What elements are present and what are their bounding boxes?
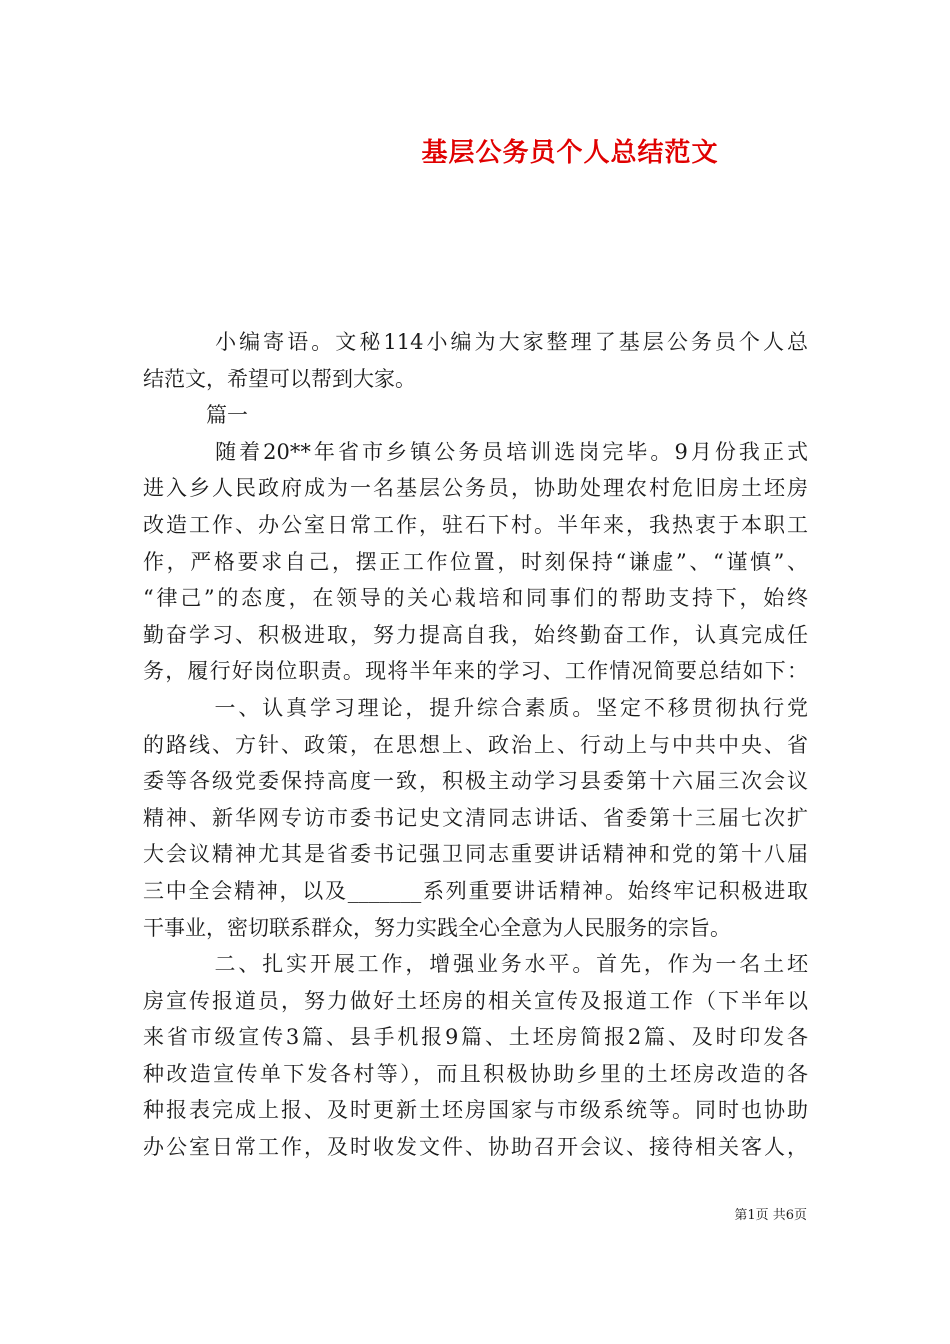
text-line: “律己”的态度，在领导的关心栽培和同事们的帮助支持下，始终	[143, 586, 808, 611]
text-line: 进入乡人民政府成为一名基层公务员，协助处理农村危旧房土坯房	[143, 476, 808, 501]
text-line: 勤奋学习、积极进取，努力提高自我，始终勤奋工作，认真完成任	[143, 622, 808, 647]
text-line: 小编寄语。文秘114小编为大家整理了基层公务员个人总	[143, 330, 808, 354]
text-line: 种报表完成上报、及时更新土坯房国家与市级系统等。同时也协助	[143, 1098, 808, 1123]
text-line: 篇一	[143, 403, 248, 428]
text-line: 随着20**年省市乡镇公务员培训选岗完毕。9月份我正式	[143, 439, 808, 464]
text-line: 来省市级宣传3篇、县手机报9篇、土坯房简报2篇、及时印发各	[143, 1025, 808, 1050]
text-line: 作，严格要求自己，摆正工作位置，时刻保持“谦虚”、“谨慎”、	[143, 549, 808, 574]
text-line: 大会议精神尤其是省委书记强卫同志重要讲话精神和党的第十八届	[143, 842, 808, 867]
text-line: 务，履行好岗位职责。现将半年来的学习、工作情况简要总结如下：	[143, 659, 808, 684]
text-line: 办公室日常工作，及时收发文件、协助召开会议、接待相关客人，	[143, 1135, 808, 1160]
text-line: 一、认真学习理论，提升综合素质。坚定不移贯彻执行党	[143, 695, 808, 720]
document-title: 基层公务员个人总结范文	[421, 138, 719, 168]
text-line: 改造工作、办公室日常工作，驻石下村。半年来，我热衷于本职工	[143, 512, 808, 537]
page-footer: 第1页 共6页	[734, 1208, 807, 1223]
text-line: 的路线、方针、政策，在思想上、政治上、行动上与中共中央、省	[143, 732, 808, 757]
text-line: 干事业，密切联系群众，努力实践全心全意为人民服务的宗旨。	[143, 915, 731, 940]
text-line: 结范文，希望可以帮到大家。	[143, 366, 416, 391]
document-body	[143, 324, 808, 1166]
text-line: 房宣传报道员，努力做好土坯房的相关宣传及报道工作（下半年以	[143, 988, 808, 1013]
text-line: 二、扎实开展工作，增强业务水平。首先，作为一名土坯	[143, 952, 808, 977]
text-line: 种改造宣传单下发各村等），而且积极协助乡里的土坯房改造的各	[143, 1061, 808, 1086]
text-line: 精神、新华网专访市委书记史文清同志讲话、省委第十三届七次扩	[143, 805, 808, 830]
text-line: 三中全会精神，以及_______系列重要讲话精神。始终牢记积极进取	[143, 878, 808, 903]
text-line: 委等各级党委保持高度一致，积极主动学习县委第十六届三次会议	[143, 769, 808, 794]
